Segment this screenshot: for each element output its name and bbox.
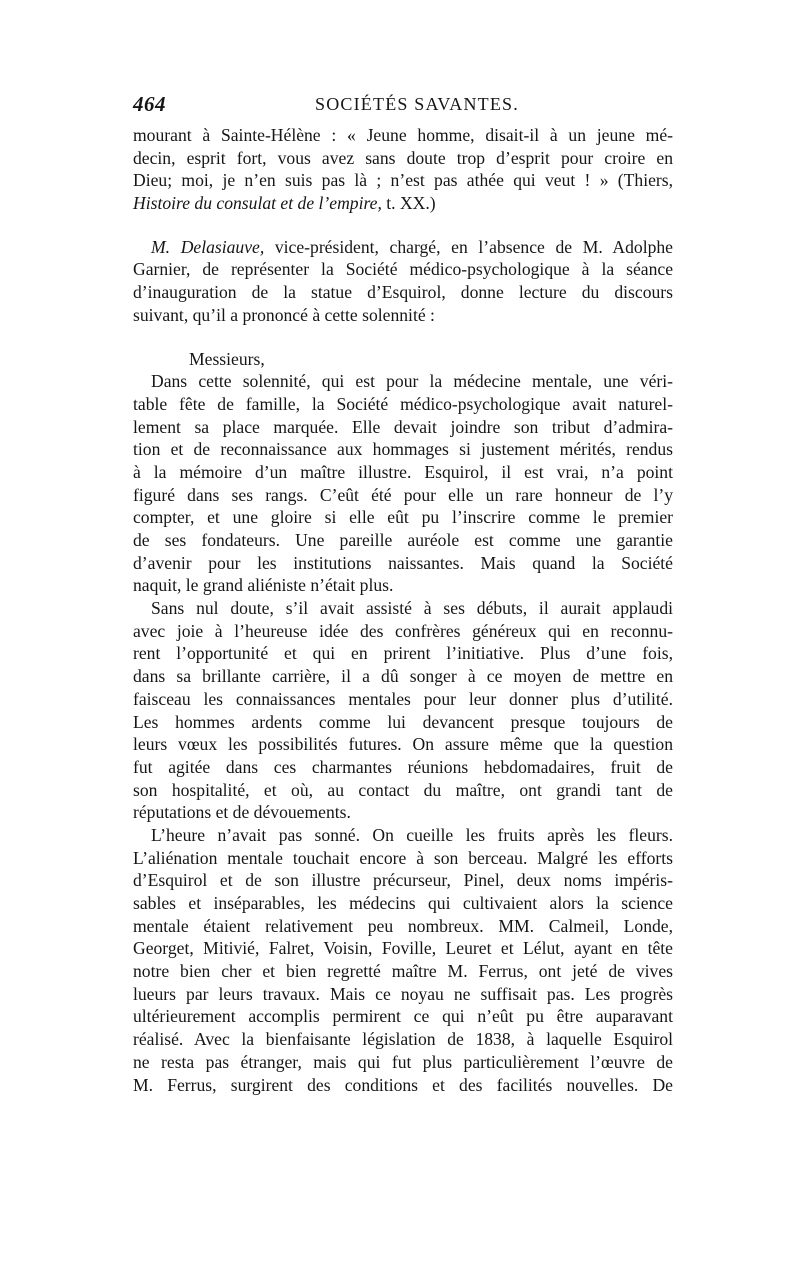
text-line: figuré dans ses rangs. C’eût été pour elle un rare honneur de l’y bbox=[133, 484, 673, 505]
text-line: réalisé. Avec la bienfaisante législation de 1838, à laquelle Esquirol bbox=[133, 1029, 673, 1050]
text-line: d’inauguration de la statue d’Esquirol, donne lecture du discours bbox=[133, 282, 673, 303]
text-line: naquit, le grand aliéniste n’était plus. bbox=[133, 575, 394, 596]
speaker-role: vice-président, chargé, en l’absence de M. Adolphe bbox=[264, 236, 673, 257]
text-line: Garnier, de représenter la Société médico-psychologique à la séance bbox=[133, 259, 673, 280]
text-line: suivant, qu’il a prononcé à cette solennité : bbox=[133, 304, 435, 325]
text-line: L’heure n’avait pas sonné. On cueille les fruits après les fleurs. bbox=[151, 824, 673, 845]
text-line: son hospitalité, et où, au contact du maître, ont grandi tant de bbox=[133, 779, 673, 800]
text-line: avec joie à l’heureuse idée des confrères généreux qui en reconnu- bbox=[133, 620, 673, 641]
quote-paragraph bbox=[133, 124, 673, 215]
text-line: ultérieurement accomplis permirent ce qui n’eût pu être auparavant bbox=[133, 1006, 673, 1027]
text-line: d’avenir pour les institutions naissantes. Mais quand la Société bbox=[133, 552, 673, 573]
citation-title: Histoire du consulat et de l’empire, bbox=[133, 193, 382, 214]
text-line: de ses fondateurs. Une pareille auréole est comme une garantie bbox=[133, 530, 673, 550]
citation-volume: t. XX.) bbox=[381, 193, 436, 214]
speech-salutation: Messieurs, bbox=[189, 348, 265, 369]
speech-paragraph-2 bbox=[133, 597, 673, 824]
page-header bbox=[133, 92, 673, 120]
speech-paragraph-1 bbox=[133, 370, 673, 597]
text-line: Dans cette solennité, qui est pour la médecine mentale, une véri- bbox=[151, 371, 673, 392]
text-line bbox=[133, 192, 673, 215]
text-line: lement sa place marquée. Elle devait joindre son tribut d’admira- bbox=[133, 416, 673, 437]
page-number: 464 bbox=[133, 92, 166, 116]
text-line: compter, et une gloire si elle eût pu l’inscrire comme le premier bbox=[133, 507, 673, 528]
text-line: faisceau les connaissances mentales pour leur donner plus d’utilité. bbox=[133, 688, 673, 709]
text-line: decin, esprit fort, vous avez sans doute trop d’esprit pour croire en bbox=[133, 147, 673, 168]
text-line: mourant à Sainte-Hélène : « Jeune homme, disait-il à un jeune mé- bbox=[133, 125, 673, 145]
paragraph-gap bbox=[133, 327, 673, 348]
text-line: fut agitée dans ces charmantes réunions hebdomadaires, fruit de bbox=[133, 756, 673, 777]
text-line: table fête de famille, la Société médico-psychologique avait naturel- bbox=[133, 393, 673, 414]
text-line bbox=[133, 236, 673, 259]
text-line: sables et inséparables, les médecins qui cultivaient alors la science bbox=[133, 893, 673, 913]
text-line: d’Esquirol et de son illustre précurseur, Pinel, deux noms impéris- bbox=[133, 870, 673, 891]
text-line: dans sa brillante carrière, il a dû songer à ce moyen de mettre en bbox=[133, 666, 673, 687]
text-line: M. Ferrus, surgirent des conditions et des facilités nouvelles. De bbox=[133, 1074, 673, 1095]
intro-paragraph bbox=[133, 236, 673, 327]
text-line: L’aliénation mentale touchait encore à son berceau. Malgré les efforts bbox=[133, 847, 673, 868]
paragraph-gap bbox=[133, 215, 673, 236]
speaker-name: M. Delasiauve, bbox=[151, 236, 265, 257]
text-line: Sans nul doute, s’il avait assisté à ses débuts, il aurait applaudi bbox=[151, 598, 673, 619]
speech-paragraph-3 bbox=[133, 824, 673, 1096]
text-line: tion et de reconnaissance aux hommages si justement mérités, rendus bbox=[133, 439, 673, 460]
text-line: notre bien cher et bien regretté maître M. Ferrus, ont jeté de vives bbox=[133, 961, 673, 982]
text-line: Les hommes ardents comme lui devancent presque toujours de bbox=[133, 711, 673, 732]
text-line: lueurs par leurs travaux. Mais ce noyau ne suffisait pas. Les progrès bbox=[133, 983, 673, 1004]
text-line: leurs vœux les possibilités futures. On assure même que la question bbox=[133, 734, 673, 755]
text-line: Dieu; moi, je n’en suis pas là ; n’est pas athée qui veut ! » (Thiers, bbox=[133, 170, 673, 191]
text-line: mentale étaient relativement peu nombreux. MM. Calmeil, Londe, bbox=[133, 915, 673, 936]
text-line: à la mémoire d’un maître illustre. Esquirol, il est vrai, n’a point bbox=[133, 461, 673, 482]
text-line: ne resta pas étranger, mais qui fut plus particulièrement l’œuvre de bbox=[133, 1051, 673, 1072]
text-line: rent l’opportunité et qui en prirent l’initiative. Plus d’une fois, bbox=[133, 643, 673, 664]
text-line: Georget, Mitivié, Falret, Voisin, Foville, Leuret et Lélut, ayant en tête bbox=[133, 938, 673, 959]
body-text bbox=[133, 124, 673, 1096]
text-line: réputations et de dévouements. bbox=[133, 802, 351, 823]
running-head: SOCIÉTÉS SAVANTES. bbox=[315, 94, 519, 114]
